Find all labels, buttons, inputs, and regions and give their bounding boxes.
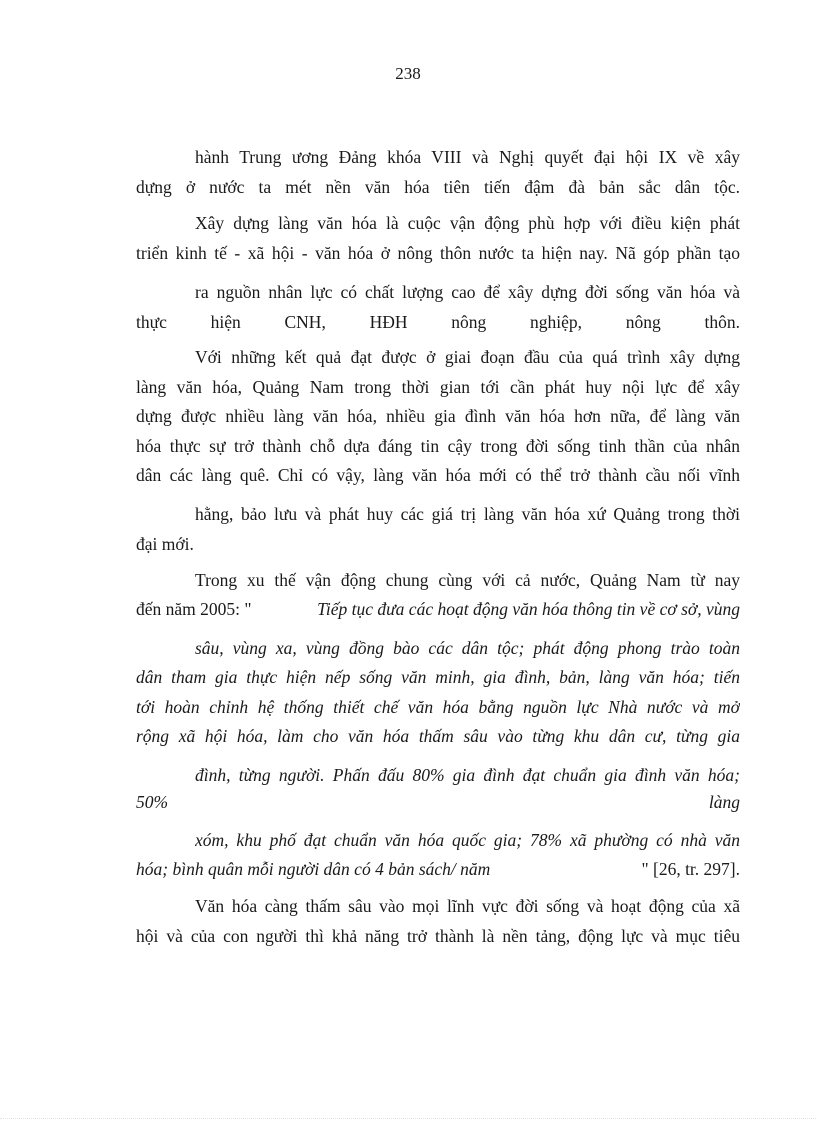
quote-segment: Tiếp tục đưa các hoạt động văn hóa thông tin về cơ sở, vùng	[317, 599, 740, 619]
text-line: thực hiện CNH, HĐH nông nghiệp, nông thôn.	[136, 312, 740, 332]
text-line: Văn hóa càng thấm sâu vào mọi lĩnh vực đời sống và hoạt động của xã	[195, 896, 740, 916]
text-line: đại mới.	[136, 534, 194, 554]
text-line: Xây dựng làng văn hóa là cuộc vận động phù hợp với điều kiện phát	[195, 213, 740, 233]
page-number: 238	[395, 64, 421, 83]
text-line: triển kinh tế - xã hội - văn hóa ở nông thôn nước ta hiện nay. Nã góp phần tạo	[136, 243, 740, 263]
text-line	[136, 858, 740, 880]
quote-line: dân tham gia thực hiện nếp sống văn minh, gia đình, bản, làng văn hóa; tiến	[136, 667, 740, 687]
citation: " [26, tr. 297].	[641, 859, 740, 879]
page-border	[0, 1118, 816, 1119]
quote-line: sâu, vùng xa, vùng đồng bào các dân tộc; phát động phong trào toàn	[195, 638, 740, 658]
text-line: dựng được nhiều làng văn hóa, nhiều gia đình văn hóa hơn nữa, để làng văn	[136, 406, 740, 426]
text-line: làng văn hóa, Quảng Nam trong thời gian tới cần phát huy nội lực để xây	[136, 377, 740, 397]
quote-line: rộng xã hội hóa, làm cho văn hóa thấm sâu vào từng khu dân cư, từng gia	[136, 726, 740, 746]
text-line: hóa thực sự trở thành chỗ dựa đáng tin cậy trong đời sống tinh thần của nhân	[136, 436, 740, 456]
text-line: Với những kết quả đạt được ở giai đoạn đầu của quá trình xây dựng	[195, 347, 740, 367]
quote-line: xóm, khu phố đạt chuẩn văn hóa quốc gia; 78% xã phường có nhà văn	[195, 830, 740, 850]
quote-segment: làng	[708, 792, 740, 812]
quote-line: tới hoàn chỉnh hệ thống thiết chế văn hóa bằng nguồn lực Nhà nước và mở	[136, 697, 740, 717]
text-line: hằng, bảo lưu và phát huy các giá trị làng văn hóa xứ Quảng trong thời	[195, 504, 740, 524]
text-line: hành Trung ương Đảng khóa VIII và Nghị quyết đại hội IX về xây	[195, 147, 740, 167]
text-line: Trong xu thế vận động chung cùng với cả nước, Quảng Nam từ nay	[195, 570, 740, 590]
quote-line	[136, 791, 740, 813]
text-line: dân các làng quê. Chỉ có vậy, làng văn hóa mới có thể trở thành cầu nối vĩnh	[136, 465, 740, 485]
quote-segment: hóa; bình quân mỗi người dân có 4 bản sách/ năm	[136, 859, 491, 879]
text-line: dựng ở nước ta mét nền văn hóa tiên tiến đậm đà bản sắc dân tộc.	[136, 177, 740, 197]
quote-line: đình, từng người. Phấn đấu 80% gia đình đạt chuẩn gia đình văn hóa;	[195, 765, 740, 785]
quote-segment: 50%	[136, 792, 169, 812]
text-line	[136, 598, 740, 620]
text-line: ra nguồn nhân lực có chất lượng cao để xây dựng đời sống văn hóa và	[195, 282, 740, 302]
text-segment: đến năm 2005: "	[136, 599, 252, 619]
text-line: hội và của con người thì khả năng trở thành là nền tảng, động lực và mục tiêu	[136, 926, 740, 946]
